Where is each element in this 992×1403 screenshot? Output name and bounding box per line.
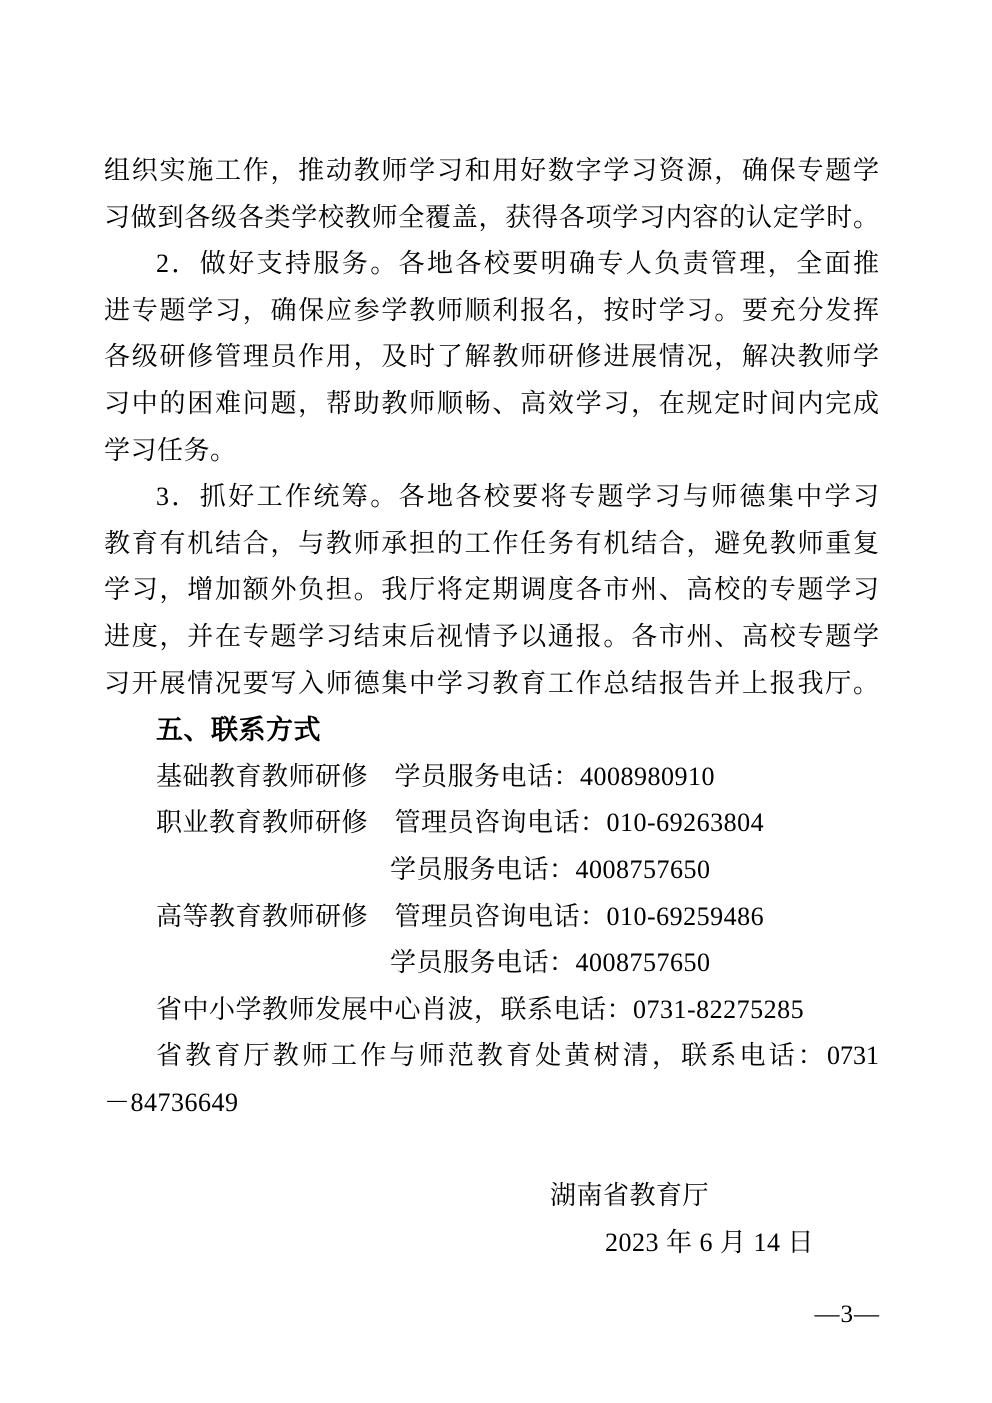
paragraph-line: 3．抓好工作统筹。各地各校要将专题学习与师德集中学习 [156,482,879,512]
paragraph-line: 习开展情况要写入师德集中学习教育工作总结报告并上报我厅。 [104,668,879,698]
contact-line-student-phone: 学员服务电话：4008757650 [390,854,711,884]
blank-line [104,1126,879,1173]
paragraph-line: 习中的困难问题，帮助教师顺畅、高效学习，在规定时间内完成 [104,388,879,418]
contact-line-phone-continuation: －84736649 [104,1087,239,1117]
contact-line-basic-edu: 基础教育教师研修 学员服务电话：4008980910 [156,761,716,791]
paragraph-line: 进专题学习，确保应参学教师顺利报名，按时学习。要充分发挥 [104,295,879,325]
page-number: —3— [814,1301,880,1328]
paragraph-line: 习做到各级各类学校教师全覆盖，获得各项学习内容的认定学时。 [104,202,879,232]
contact-line-dept-huangshuqing: 省教育厅教师工作与师范教育处黄树清，联系电话：0731 [156,1041,879,1071]
paragraph-line: 组织实施工作，推动教师学习和用好数字学习资源，确保专题学 [104,156,879,185]
paragraph-line: 教育有机结合，与教师承担的工作任务有机结合，避免教师重复 [104,528,879,558]
document-body [104,148,879,1266]
paragraph-line: 学习任务。 [104,435,237,465]
signature-org: 湖南省教育厅 [550,1181,710,1211]
paragraph-line: 各级研修管理员作用，及时了解教师研修进展情况，解决教师学 [104,342,879,372]
paragraph-line: 学习，增加额外负担。我厅将定期调度各市州、高校的专题学习 [104,575,879,605]
section-heading: 五、联系方式 [156,715,321,746]
contact-line-student-phone: 学员服务电话：4008757650 [390,948,711,978]
contact-line-higher-edu: 高等教育教师研修 管理员咨询电话：010-69259486 [156,901,765,931]
paragraph-line: 2．做好支持服务。各地各校要明确专人负责管理，全面推 [156,249,879,279]
signature-date: 2023 年 6 月 14 日 [605,1227,815,1257]
paragraph-line: 进度，并在专题学习结束后视情予以通报。各市州、高校专题学 [104,621,879,651]
contact-line-vocational-edu: 职业教育教师研修 管理员咨询电话：010-69263804 [156,808,765,838]
contact-line-center-xiaobo: 省中小学教师发展中心肖波，联系电话：0731-82275285 [156,994,805,1024]
